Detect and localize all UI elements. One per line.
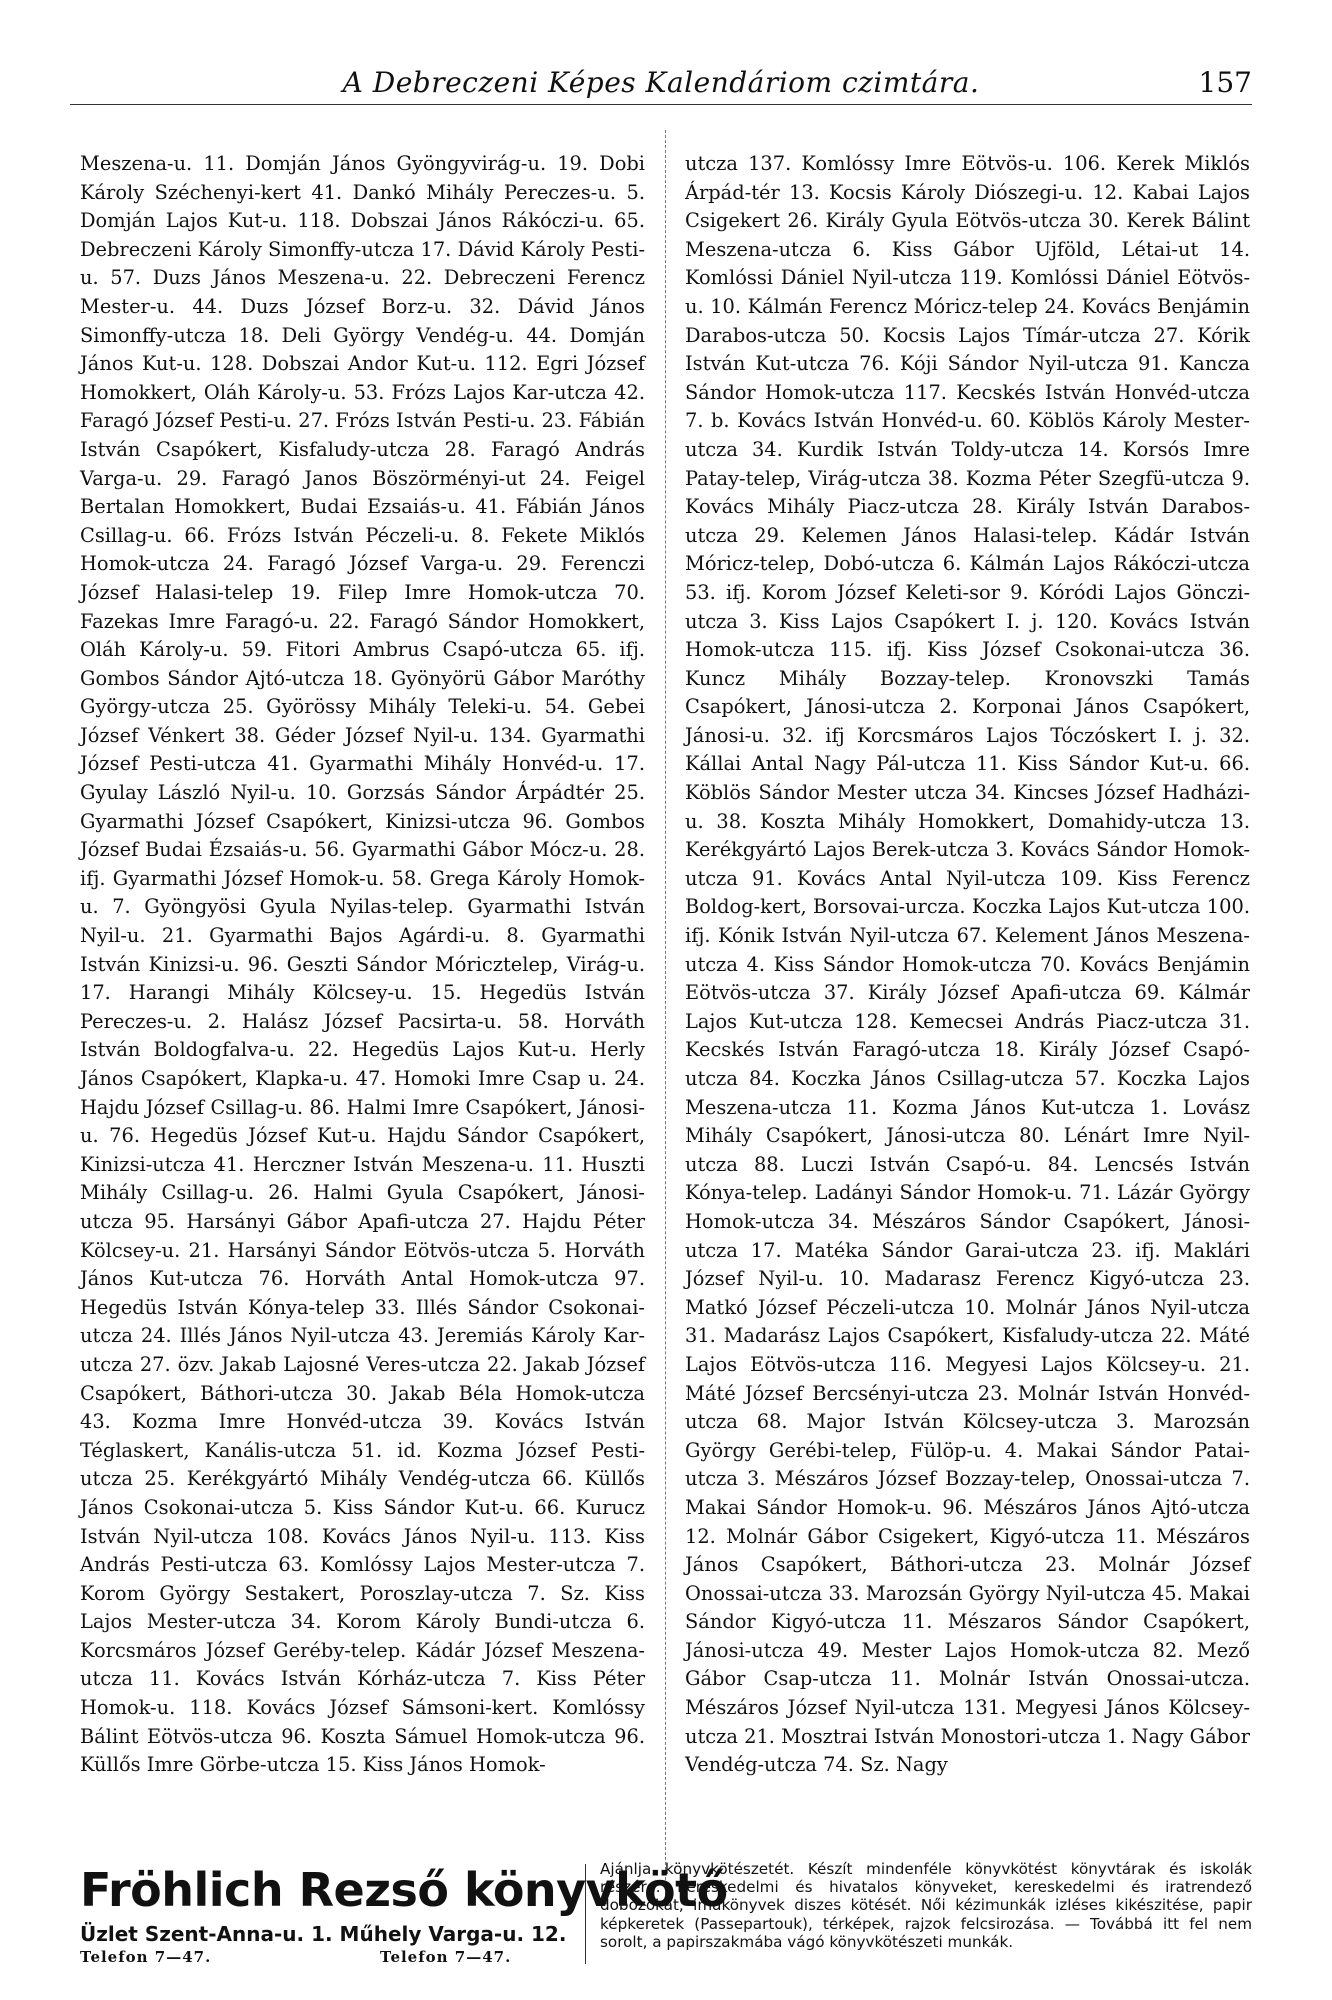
- right-column-text: utcza 137. Komlóssy Imre Eötvös-u. 106. Kerek Miklós Árpád-tér 13. Kocsis Károly Diószegi-u. 12. Kabai Lajos Csigekert 26. Király Gyula Eötvös-utcza 30. Kerek Bálint Meszena-utcza 6. Kiss Gábor Ujföld, Létai-ut 14. Komlóssi Dániel Nyil-utcza 119. Komlóssi Dániel Eötvös-u. 10. Kálmán Ferencz Móricz-telep 24. Kovács Benjámin Darabos-utcza 50. Kocsis Lajos Tímár-utcza 27. Kórik István Kut-utcza 76. Kóji Sándor Nyil-utcza 91. Kancza Sándor Homok-utcza 117. Kecskés István Honvéd-utcza 7. b. Kovács István Honvéd-u. 60. Köblös Károly Mester-utcza 34. Kurdik István Toldy-utcza 14. Korsós Imre Patay-telep, Virág-utcza 38. Kozma Péter Szegfü-utcza 9. Kovács Mihály Piacz-utcza 28. Király István Darabos-utcza 29. Kelemen János Halasi-telep. Kádár István Móricz-telep, Dobó-utcza 6. Kálmán Lajos Rákóczi-utcza 53. ifj. Korom József Keleti-sor 9. Kóródi Lajos Gönczi-utcza 3. Kiss Lajos Csapókert I. j. 120. Kovács István Homok-utcza 115. ifj. Kiss József Csokonai-utcza 36. Kuncz Mihály Bozzay-telep. Kronovszki Tamás Csapókert, Jánosi-utcza 2. Korponai János Csapókert, Jánosi-u. 32. ifj Korcsmáros Lajos Tóczóskert I. j. 32. Kállai Antal Nagy Pál-utcza 11. Kiss Sándor Kut-u. 66. Köblös Sándor Mester utcza 34. Kincses József Hadházi-u. 38. Koszta Mihály Homokkert, Domahidy-utcza 13. Kerékgyártó Lajos Berek-utcza 3. Kovács Sándor Homok-utcza 91. Kovács Antal Nyil-utcza 109. Kiss Ferencz Boldog-kert, Borsovai-urcza. Koczka Lajos Kut-utcza 100. ifj. Kónik István Nyil-utcza 67. Kelement János Meszena-utcza 4. Kiss Sándor Homok-utcza 70. Kovács Benjámin Eötvös-utcza 37. Király József Apafi-utcza 69. Kálmár Lajos Kut-utcza 128. Kemecsei András Piacz-utcza 31. Kecskés István Faragó-utcza 18. Király József Csapó-utcza 84. Koczka János Csillag-utcza 57. Koczka Lajos Meszena-utcza 11. Kozma János Kut-utcza 1. Lovász Mihály Csapókert, Jánosi-utcza 80. Lénárt Imre Nyil-utcza 88. Luczi István Csapó-u. 84. Lencsés István Kónya-telep. Ladányi Sándor Homok-u. 71. Lázár György Homok-utcza 34. Mészáros Sándor Csapókert, Jánosi-utcza 17. Matéka Sándor Garai-utcza 23. ifj. Maklári József Nyil-u. 10. Madarasz Ferencz Kigyó-utcza 23. Matkó József Péczeli-utcza 10. Molnár János Nyil-utcza 31. Madarász Lajos Csapókert, Kisfaludy-utcza 22. Máté Lajos Eötvös-utcza 116. Megyesi Lajos Kölcsey-u. 21. Máté József Bercsényi-utcza 23. Molnár István Honvéd-utcza 68. Major István Kölcsey-utcza 3. Marozsán György Gerébi-telep, Fülöp-u. 4. Makai Sándor Patai-utcza 3. Mészáros József Bozzay-telep, Onossai-utcza 7. Makai Sándor Homok-u. 96. Mészáros János Ajtó-utcza 12. Molnár Gábor Csigekert, Kigyó-utcza 11. Mészáros János Csapókert, Báthori-utcza 23. Molnár József Onossai-utcza 33. Marozsán György Nyil-utcza 45. Makai Sándor Kigyó-utcza 11. Mészaros Sándor Csapókert, Jánosi-utcza 49. Mester Lajos Homok-utcza 82. Mező Gábor Csap-utcza 11. Molnár István Onossai-utcza. Mészáros József Nyil-utcza 131. Megyesi János Kölcsey-utcza 21. Mosztrai István Monostori-utcza 1. Nagy Gábor Vendég-utcza 74. Sz. Nagy: [685, 152, 1250, 1777]
- page-title: A Debreczeni Képes Kalendáriom czimtára.: [342, 66, 980, 99]
- left-column-text: Meszena-u. 11. Domján János Gyöngyvirág-u. 19. Dobi Károly Széchenyi-kert 41. Dankó Mihály Pereczes-u. 5. Domján Lajos Kut-u. 118. Dobszai János Rákóczi-u. 65. Debreczeni Károly Simonffy-utcza 17. Dávid Károly Pesti-u. 57. Duzs János Meszena-u. 22. Debreczeni Ferencz Mester-u. 44. Duzs József Borz-u. 32. Dávid János Simonffy-utcza 18. Deli György Vendég-u. 44. Domján János Kut-u. 128. Dobszai Andor Kut-u. 112. Egri József Homokkert, Oláh Károly-u. 53. Frózs Lajos Kar-utcza 42. Faragó József Pesti-u. 27. Frózs István Pesti-u. 23. Fábián István Csapókert, Kisfaludy-utcza 28. Faragó András Varga-u. 29. Faragó Janos Böszörményi-ut 24. Feigel Bertalan Homokkert, Budai Ezsaiás-u. 41. Fábián János Csillag-u. 66. Frózs István Péczeli-u. 8. Fekete Miklós Homok-utcza 24. Faragó József Varga-u. 29. Ferenczi József Halasi-telep 19. Filep Imre Homok-utcza 70. Fazekas Imre Faragó-u. 22. Faragó Sándor Homokkert, Oláh Károly-u. 59. Fitori Ambrus Csapó-utcza 65. ifj. Gombos Sándor Ajtó-utcza 18. Gyönyörü Gábor Maróthy György-utcza 25. Györössy Mihály Teleki-u. 54. Gebei József Vénkert 38. Géder József Nyil-u. 134. Gyarmathi József Pesti-utcza 41. Gyarmathi Mihály Honvéd-u. 17. Gyulay László Nyil-u. 10. Gorzsás Sándor Árpádtér 25. Gyarmathi József Csapókert, Kinizsi-utcza 96. Gombos József Budai Ézsaiás-u. 56. Gyarmathi Gábor Mócz-u. 28. ifj. Gyarmathi József Homok-u. 58. Grega Károly Homok-u. 7. Gyöngyösi Gyula Nyilas-telep. Gyarmathi István Nyil-u. 21. Gyarmathi Bajos Agárdi-u. 8. Gyarmathi István Kinizsi-u. 96. Geszti Sándor Móricztelep, Virág-u. 17. Harangi Mihály Kölcsey-u. 15. Hegedüs István Pereczes-u. 2. Halász József Pacsirta-u. 58. Horváth István Boldogfalva-u. 22. Hegedüs Lajos Kut-u. Herly János Csapókert, Klapka-u. 47. Homoki Imre Csap u. 24. Hajdu József Csillag-u. 86. Halmi Imre Csapókert, Jánosi-u. 76. Hegedüs József Kut-u. Hajdu Sándor Csapókert, Kinizsi-utcza 41. Herczner István Meszena-u. 11. Huszti Mihály Csillag-u. 26. Halmi Gyula Csapókert, Jánosi-utcza 95. Harsányi Gábor Apafi-utcza 27. Hajdu Péter Kölcsey-u. 21. Harsányi Sándor Eötvös-utcza 5. Horváth János Kut-utcza 76. Horváth Antal Homok-utcza 97. Hegedüs István Kónya-telep 33. Illés Sándor Csokonai-utcza 24. Illés János Nyil-utcza 43. Jeremiás Károly Kar-utcza 27. özv. Jakab Lajosné Veres-utcza 22. Jakab József Csapókert, Báthori-utcza 30. Jakab Béla Homok-utcza 43. Kozma Imre Honvéd-utcza 39. Kovács István Téglaskert, Kanális-utcza 51. id. Kozma József Pesti-utcza 25. Kerékgyártó Mihály Vendég-utcza 66. Küllős János Csokonai-utcza 5. Kiss Sándor Kut-u. 66. Kurucz István Nyil-utcza 108. Kovács János Nyil-u. 113. Kiss András Pesti-utcza 63. Komlóssy Lajos Mester-utcza 7. Korom György Sestakert, Poroszlay-utcza 7. Sz. Kiss Lajos Mester-utcza 34. Korom Károly Bundi-utcza 6. Korcsmáros József Geréby-telep. Kádár József Meszena-utcza 11. Kovács István Kórház-utcza 7. Kiss Péter Homok-u. 118. Kovács József Sámsoni-kert. Komlóssy Bálint Eötvös-utcza 96. Koszta Sámuel Homok-utcza 96. Küllős Imre Görbe-utcza 15. Kiss János Homok-: [80, 152, 645, 1777]
- advertiser-phone-right: Telefon 7—47.: [380, 1948, 512, 1966]
- page-number: 157: [1198, 66, 1252, 99]
- ad-divider: [585, 1864, 586, 1964]
- column-divider: [665, 130, 666, 1900]
- advertiser-name: Fröhlich Rezső könyvkötő: [80, 1863, 728, 1917]
- advertisement-description: Ajánlja könyvkötészetét. Készít mindenféle könyvkötést könyvtárak és iskolák részére. Kereskedelmi és hivatalos könyveket, kereskedelmi és iratrendező dobozokat, imakönyvek diszes kötését. Női kézimunkák izléses kikészitése, papir képkeretek (Passepartouk), térképek, rajzok felcsirozása. — Továbbá itt fel nem sorolt, a papirszakmába vágó könyvkötészeti munkák.: [600, 1860, 1252, 1951]
- advertiser-phone-left: Telefon 7—47.: [80, 1948, 212, 1966]
- advertiser-address: Üzlet Szent-Anna-u. 1. Műhely Varga-u. 12.: [80, 1922, 567, 1946]
- header-rule: [70, 104, 1252, 105]
- page-header: [70, 62, 1252, 108]
- bookbinder-advertisement: [80, 1860, 1252, 1970]
